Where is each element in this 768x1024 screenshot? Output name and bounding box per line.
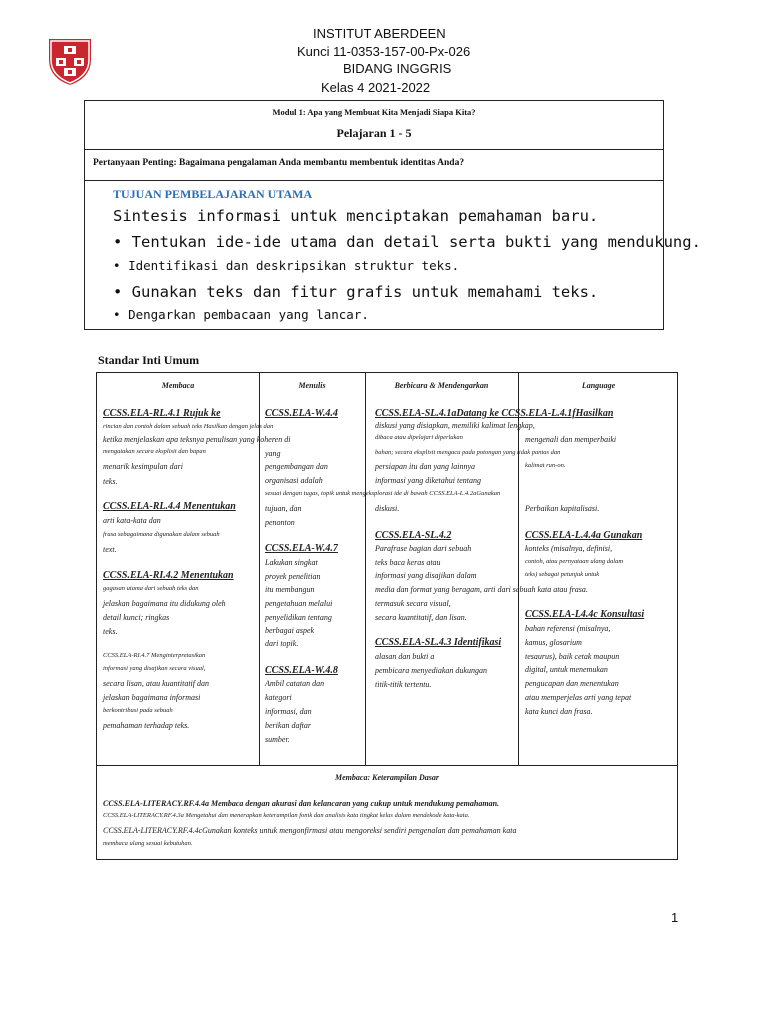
- module-title: Modul 1: Apa yang Membuat Kita Menjadi Siapa Kita?: [272, 107, 476, 117]
- objective-item: • Tentukan ide-ide utama dan detail serta bukti yang mendukung.: [113, 233, 701, 251]
- institute-crest-logo: [42, 32, 98, 88]
- essential-question: Pertanyaan Penting: Bagaimana pengalaman Anda membantu membentuk identitas Anda?: [93, 158, 465, 168]
- page-number: 1: [671, 910, 679, 925]
- objective-item: • Gunakan teks dan fitur grafis untuk memahami teks.: [113, 283, 599, 301]
- column-header: Language: [581, 381, 616, 390]
- standards-heading: Standar Inti Umum: [98, 353, 200, 367]
- module-title-row: [85, 101, 663, 150]
- standards-table: Membaca Menulis Berbicara & Mendengarkan Language CCSS.ELA-RL.4.1 Rujuk ke rincian dan contoh dalam sebuah teks Hasilkan dengan jelas dan ketika menjelaskan apa teksnya penulisan yang koheren di mengatakan secara eksplisit dan bapan menarik kesimpulan dari teks. CCSS.ELA-RL.4.4 Menentukan arti kata-kata dan frasa sebagaimana digunakan dalam sebuah text. CCSS.ELA-RI.4.2 Menentukan gagasan utama dari sebuah teks dan jelaskan bagaimana itu didukung oleh detail kunci; ringkas teks. CCSS.ELA-RI.4.7 Menginterpretasikan informasi yang disajikan secara visual, secara lisan, atau kuantitatif dan jelaskan bagaimana informasi berkontribusi pada sebuah pemahaman terhadap teks. CCSS.ELA-W.4.4 yang pengembangan dan organisasi adalah sesuai dengan tugas, topik untuk mengeksplorasi ide di bawah CCSS.ELA-L.4.2aGunakan tujuan, dan penonton CCSS.ELA-W.4.7 Lakukan singkat proyek penelitian itu membangun pengetahuan melalui penyelidikan tentang berbagai aspek dari topik. CCSS.ELA-W.4.8 Ambil catatan dan kategori informasi, dan berikan daftar sumber. CCSS.ELA-SL.4.1aDatang ke CCSS.ELA-L.4.1fHasilkan diskusi yang disiapkan, memiliki kalimat lengkap, dibaca atau dipelajari diperlukan bahan; secara eksplisit mengacu pada potongan yang tidak pantas dan persiapan itu dan yang lainnya informasi yang diketahui tentang diskusi. CCSS.ELA-SL.4.2 Parafrase bagian dari sebuah teks baca keras atau informasi yang disajikan dalam media dan format yang beragam, arti dari sebuah kata atau frasa. termasuk secara visual, secara kuantitatif, dan lisan. CCSS.ELA-SL.4.3 Identifikasi alasan dan bukti a pembicara menyediakan dukungan titik-titik tertentu. mengenali dan memperbaiki kalimat run-on. Perbaikan kapitalisasi. CCSS.ELA-L.4.4a Gunakan konteks (misalnya, definisi, contoh, atau pernyataan ulang dalam teks) sebagai petunjuk untuk CCSS.ELA-L4.4c Konsultasi bahan referensi (misalnya, kamus, glosarium tesaurus), baik cetak maupun digital, untuk menemukan pengucapan dan menentukan atau memperjelas arti yang tepat kata kunci dan frasa. Membaca: Keterampilan Dasar CCSS.ELA-LITERACY.RF.4.4a Membaca dengan akurasi dan kelancaran yang cukup untuk mendukung pemahaman. CCSS.ELA-LITERACY.RF.4.3a Mengetahui dan menerapkan keterampilan fonik dan analisis kata tingkat kelas dalam mendekode kata-kata. CCSS.ELA-LITERACY.RF.4.4cGunakan konteks untuk mengonfirmasi atau mengoreksi sendiri pengenalan dan pemahaman kata membaca ulang sesuai kebutuhan.: [96, 372, 678, 860]
- objective-item: • Dengarkan pembacaan yang lancar.: [113, 307, 369, 322]
- grade-year: Kelas 4 2021-2022: [321, 80, 431, 95]
- column-header: Membaca: [161, 381, 195, 390]
- institute-name: INSTITUT ABERDEEN: [313, 26, 446, 41]
- objectives-intro: Sintesis informasi untuk menciptakan pemahaman baru.: [113, 207, 599, 225]
- column-header: Berbicara & Mendengarkan: [394, 381, 489, 390]
- objective-item: • Identifikasi dan deskripsikan struktur teks.: [113, 258, 460, 273]
- essential-question-row: [85, 149, 663, 181]
- lesson-range: Pelajaran 1 - 5: [336, 126, 412, 140]
- document-key: Kunci 11-0353-157-00-Px-026: [297, 44, 471, 59]
- module-box: [84, 100, 701, 330]
- objectives-heading: TUJUAN PEMBELAJARAN UTAMA: [113, 187, 313, 201]
- column-header: Menulis: [298, 381, 326, 390]
- foundational-skills-heading: Membaca: Keterampilan Dasar: [335, 773, 439, 782]
- subject-name: BIDANG INGGRIS: [343, 61, 452, 76]
